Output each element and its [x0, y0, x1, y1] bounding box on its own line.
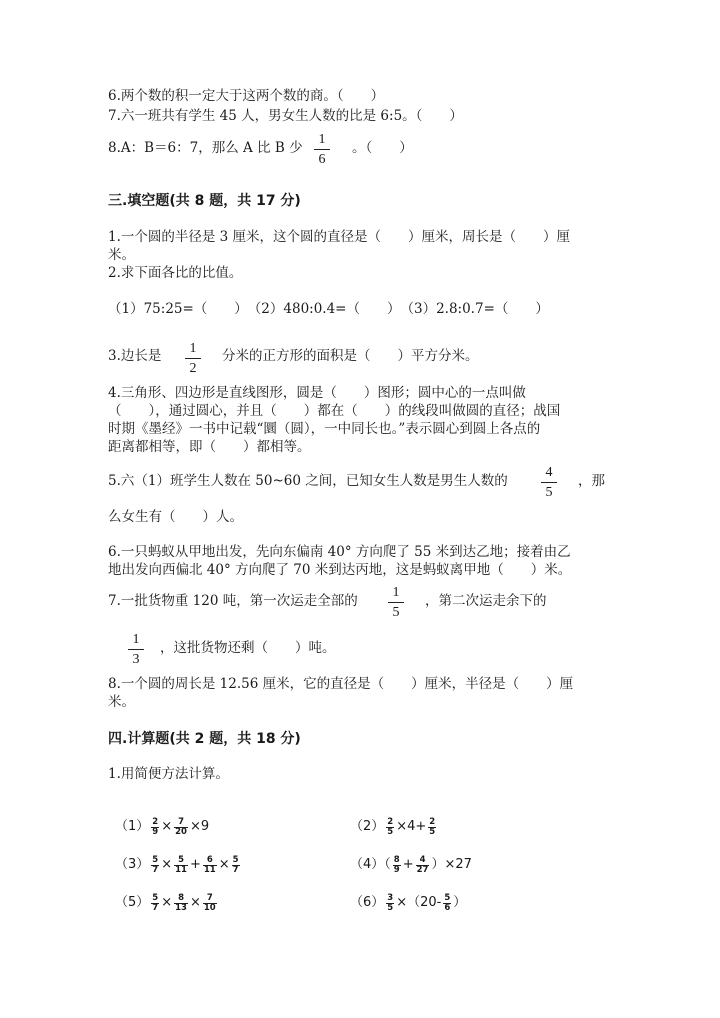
judge-q8-fraction: 1 6 [312, 131, 332, 168]
calc-expr-4: （4）（ $\frac{8}{9}$ + $\frac{4}{27}$ ）×27 [350, 854, 472, 875]
fraction: $\frac{6}{11}$ [203, 854, 216, 875]
judge-q6: 6.两个数的积一定大于这两个数的商。（ ） [108, 88, 385, 104]
fill-q1-line1: 1.一个圆的半径是 3 厘米，这个圆的直径是（ ）厘米，周长是（ ）厘 [108, 229, 571, 245]
fraction: $\frac{2}{9}$ [152, 816, 159, 837]
fill-q2: 2.求下面各比的比值。 [108, 265, 243, 281]
fill-q7-fraction1: 1 5 [386, 584, 406, 621]
fraction: $\frac{8}{13}$ [175, 892, 187, 913]
fill-q5-post: ，那 [578, 473, 605, 489]
fill-q6-line1: 6.一只蚂蚁从甲地出发，先向东偏南 40° 方向爬了 55 米到达乙地；接着由乙 [108, 544, 571, 560]
fill-q4-line2: （ ），通过圆心，并且（ ）都在（ ）的线段叫做圆的直径；战国 [108, 403, 561, 419]
fill-q7-pre: 7.一批货物重 120 吨，第一次运走全部的 [108, 593, 358, 609]
fraction: $\frac{2}{5}$ [429, 816, 436, 837]
fill-q4-line4: 距离都相等，即（ ）都相等。 [108, 439, 311, 455]
calc-heading: 四.计算题(共 2 题，共 18 分) [108, 731, 301, 747]
fill-q7-fraction2: 1 3 [126, 631, 146, 668]
fraction: $\frac{5}{7}$ [232, 854, 239, 875]
fill-q2-items: （1）75:25=（ ） （2）480:0.4=（ ） （3）2.8:0.7=（ ） [108, 301, 549, 317]
fill-q3-pre: 3.边长是 [108, 348, 162, 364]
fill-q7-mid: ，第二次运走余下的 [425, 593, 547, 609]
fraction: $\frac{5}{7}$ [152, 854, 159, 875]
fraction: $\frac{5}{7}$ [152, 892, 159, 913]
calc-expr-2: （2） $\frac{2}{5}$ ×4+ $\frac{2}{5}$ [350, 816, 436, 837]
fraction: $\frac{7}{10}$ [203, 892, 216, 913]
fill-q1-line2: 米。 [108, 247, 135, 263]
judge-q8-text: 8.A：B＝6：7，那么 A 比 B 少 [108, 140, 303, 156]
calc-expr-6: （6） $\frac{3}{5}$ ×（20- $\frac{5}{6}$ ） [350, 892, 467, 913]
fill-q3-fraction: 1 2 [183, 340, 203, 377]
calc-expr-3: （3） $\frac{5}{7}$ × $\frac{5}{11}$ + $\frac{6}{11}$ × $\frac{5}{7}$ [115, 854, 239, 875]
judge-q7: 7.六一班共有学生 45 人，男女生人数的比是 6:5。（ ） [108, 108, 463, 124]
calc-expr-1: （1） $\frac{2}{9}$ × $\frac{7}{20}$ ×9 [115, 816, 210, 837]
fill-heading: 三.填空题(共 8 题，共 17 分) [108, 193, 301, 209]
fraction: $\frac{2}{5}$ [387, 816, 394, 837]
fraction: $\frac{3}{5}$ [387, 892, 394, 913]
fraction: $\frac{4}{27}$ [416, 854, 429, 875]
fill-q8-line2: 米。 [108, 694, 135, 710]
fill-q5-fraction: 4 5 [539, 464, 559, 501]
judge-q8 [108, 139, 303, 157]
fraction: $\frac{8}{9}$ [393, 854, 400, 875]
fill-q5-pre: 5.六（1）班学生人数在 50~60 之间，已知女生人数是男生人数的 [108, 473, 508, 489]
judge-q8-post: 。（ ） [352, 140, 413, 156]
fill-q5-line2: 么女生有（ ）人。 [108, 509, 243, 525]
fill-q8-line1: 8.一个圆的周长是 12.56 厘米，它的直径是（ ）厘米，半径是（ ）厘 [108, 676, 574, 692]
fill-q4-line1: 4.三角形、四边形是直线图形，圆是（ ）图形；圆中心的一点叫做 [108, 385, 526, 401]
calc-expr-5: （5） $\frac{5}{7}$ × $\frac{8}{13}$ × $\frac{7}{10}$ [115, 892, 216, 913]
fraction: $\frac{5}{11}$ [175, 854, 187, 875]
fill-q6-line2: 地出发向西偏北 40° 方向爬了 70 米到达丙地，这是蚂蚁离甲地（ ）米。 [108, 562, 572, 578]
fill-q4-line3: 时期《墨经》一书中记载“圜（圆），一中同长也。”表示圆心到圆上各点的 [108, 421, 541, 437]
fraction: $\frac{5}{6}$ [444, 892, 451, 913]
fill-q3-post: 分米的正方形的面积是（ ）平方分米。 [222, 348, 479, 364]
fill-q7-post: ，这批货物还剩（ ）吨。 [160, 640, 336, 656]
calc-q1: 1.用简便方法计算。 [108, 766, 229, 782]
fraction: $\frac{7}{20}$ [175, 816, 187, 837]
